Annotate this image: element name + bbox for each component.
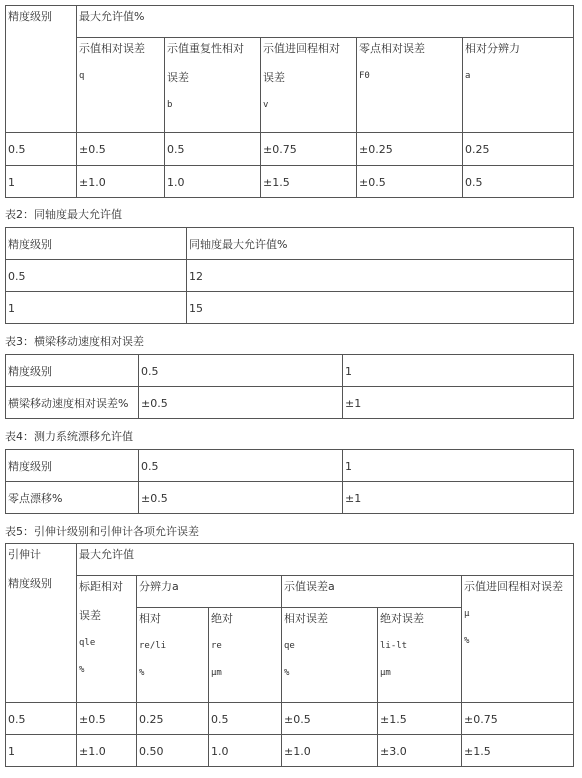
table-row — [6, 355, 574, 387]
header-level: 精度级别 — [6, 228, 187, 260]
header-max: 最大允许值% — [77, 6, 574, 38]
table-row — [6, 387, 574, 419]
table-5 — [5, 543, 574, 767]
table-row — [6, 292, 574, 324]
col-header-gauge: 标距相对 误差 qle % — [77, 576, 137, 703]
table-2 — [5, 227, 574, 324]
col-header: 示值相对误差 q — [77, 38, 165, 133]
cell: 横梁移动速度相对误差% — [6, 387, 139, 419]
table-4 — [5, 449, 574, 514]
col-header: 绝对 re μm — [209, 608, 282, 703]
cell: 精度级别 — [6, 355, 139, 387]
table-3-caption: 表3：横梁移动速度相对误差 — [5, 335, 144, 348]
cell: ±0.5 — [357, 166, 463, 198]
cell: 0.25 — [137, 703, 209, 735]
col-header-return: 示值进回程相对误差 μ % — [462, 576, 574, 703]
cell: 15 — [187, 292, 574, 324]
cell: 0.5 — [6, 260, 187, 292]
cell: 0.5 — [139, 450, 343, 482]
header-extensometer: 引伸计 精度级别 — [6, 544, 77, 703]
cell: ±0.25 — [357, 133, 463, 166]
header-max: 同轴度最大允许值% — [187, 228, 574, 260]
table-4-caption: 表4：测力系统漂移允许值 — [5, 430, 133, 443]
col-header: 绝对误差 li-lt μm — [378, 608, 462, 703]
cell: ±1.5 — [462, 735, 574, 767]
col-header-resolution: 分辨力a — [137, 576, 282, 608]
cell: 1.0 — [165, 166, 261, 198]
cell: ±1.0 — [77, 166, 165, 198]
cell: ±1.5 — [378, 703, 462, 735]
cell: ±0.75 — [462, 703, 574, 735]
table-5-caption: 表5：引伸计级别和引伸计各项允许误差 — [5, 525, 199, 538]
cell: ±3.0 — [378, 735, 462, 767]
cell: ±0.5 — [282, 703, 378, 735]
cell: 0.5 — [463, 166, 574, 198]
cell: 1 — [6, 166, 77, 198]
cell: ±0.5 — [139, 482, 343, 514]
cell: ±1 — [343, 387, 574, 419]
header-level: 精度级别 — [6, 6, 77, 133]
cell: 1 — [6, 735, 77, 767]
cell: 12 — [187, 260, 574, 292]
cell: ±0.5 — [77, 703, 137, 735]
table-row — [6, 703, 574, 735]
col-header-indication: 示值误差a — [282, 576, 462, 608]
col-header: 相对 re/li % — [137, 608, 209, 703]
table-row — [6, 735, 574, 767]
col-header: 零点相对误差 F0 — [357, 38, 463, 133]
cell: ±0.75 — [261, 133, 357, 166]
cell: 0.25 — [463, 133, 574, 166]
cell: 1.0 — [209, 735, 282, 767]
cell: ±1 — [343, 482, 574, 514]
cell: ±1.0 — [77, 735, 137, 767]
cell: 1 — [343, 355, 574, 387]
cell: 0.5 — [209, 703, 282, 735]
cell: 0.50 — [137, 735, 209, 767]
cell: 1 — [6, 292, 187, 324]
table-2-caption: 表2：同轴度最大允许值 — [5, 208, 122, 221]
table-row — [6, 166, 574, 198]
table-row — [6, 133, 574, 166]
cell: 1 — [343, 450, 574, 482]
cell: 0.5 — [139, 355, 343, 387]
col-header: 相对分辨力 a — [463, 38, 574, 133]
cell: ±1.0 — [282, 735, 378, 767]
col-header: 示值重复性相对 误差 b — [165, 38, 261, 133]
cell: 零点漂移% — [6, 482, 139, 514]
table-3 — [5, 354, 574, 419]
col-header: 相对误差 qe % — [282, 608, 378, 703]
cell: ±1.5 — [261, 166, 357, 198]
table-row — [6, 260, 574, 292]
table-row — [6, 450, 574, 482]
col-header: 示值进回程相对 误差 v — [261, 38, 357, 133]
cell: ±0.5 — [139, 387, 343, 419]
table-row — [6, 482, 574, 514]
table-1 — [5, 5, 574, 198]
cell: ±0.5 — [77, 133, 165, 166]
cell: 0.5 — [6, 133, 77, 166]
cell: 精度级别 — [6, 450, 139, 482]
header-max: 最大允许值 — [77, 544, 574, 576]
cell: 0.5 — [165, 133, 261, 166]
cell: 0.5 — [6, 703, 77, 735]
